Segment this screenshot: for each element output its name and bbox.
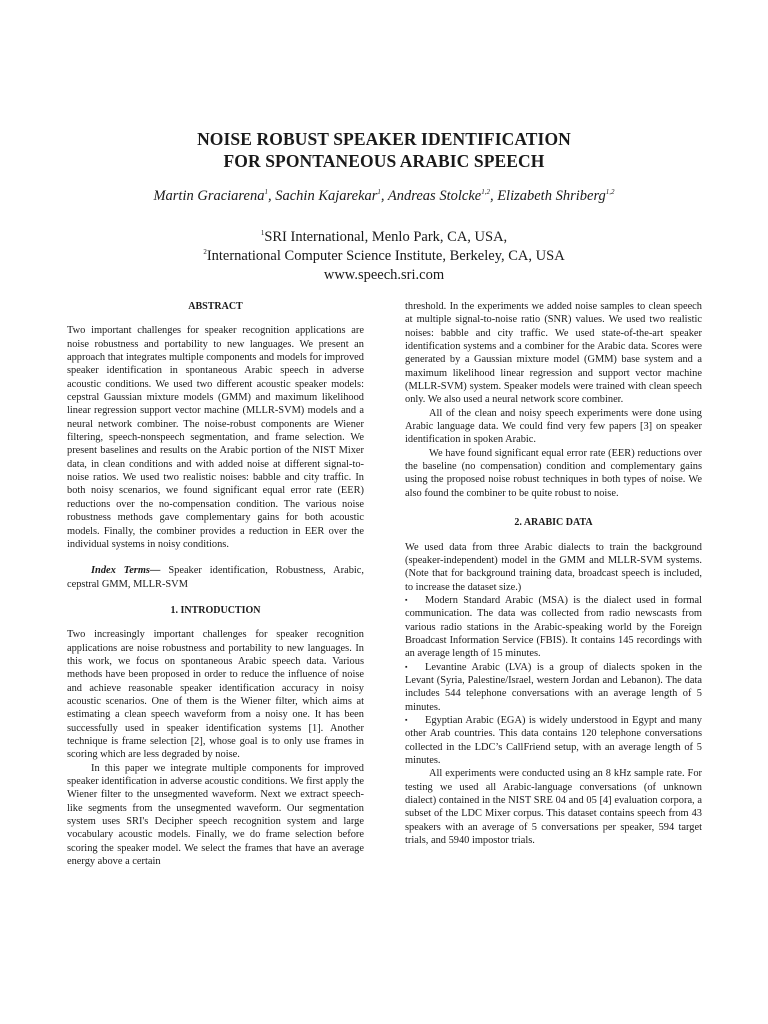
introduction-paragraph: All of the clean and noisy speech experiments were done using Arabic language data. We could find very few papers [3] on speaker identification in spoken Arabic. (405, 407, 702, 446)
affiliation-text: SRI International, Menlo Park, CA, USA, (264, 229, 508, 245)
dialect-bullet-item (405, 714, 702, 767)
title-line-2: FOR SPONTANEOUS ARABIC SPEECH (223, 151, 545, 171)
paper-title (0, 128, 768, 172)
affiliation-block (0, 228, 768, 285)
bullet-icon: ▪ (405, 595, 408, 604)
dialect-bullet-item (405, 594, 702, 661)
title-line-1: NOISE ROBUST SPEAKER IDENTIFICATION (197, 129, 571, 149)
website-url: www.speech.sri.com (323, 267, 445, 283)
affiliation-text: International Computer Science Institute, Berkeley, CA, USA (206, 248, 565, 264)
author-affiliation-mark: 1 (264, 188, 268, 196)
abstract-heading: ABSTRACT (188, 301, 243, 312)
author-affiliation-mark: 1,2 (605, 188, 615, 196)
author-name: Elizabeth Shriberg (497, 188, 606, 204)
arabic-data-intro: We used data from three Arabic dialects to train the background (speaker-independent) model in the GMM and MLLR-SVM systems. (Note that for background training data, broadcast speech is included, to increase the dataset size.) (405, 541, 702, 593)
introduction-paragraph: We have found significant equal error rate (EER) reductions over the baseline (no compensation) condition and complementary gains using the proposed noise robust techniques in both types of noise. We also found the combiner to be quite robust to noise. (405, 447, 702, 499)
arabic-data-heading: 2. ARABIC DATA (514, 517, 593, 529)
left-column (67, 300, 364, 868)
index-terms (67, 564, 364, 591)
introduction-paragraph: Two increasingly important challenges for speaker recognition applications are noise robustness and portability to new languages. In this work, we focus on spontaneous Arabic speech data. Various methods have been proposed in order to reduce the influence of noise and achieve reasonable speaker identification accuracy in noisy acoustic scenarios. One of them is the Wiener filter, which aims at estimating a clean speech waveform from a noisy one. It has been successfully used in speaker identification systems [1]. Another technique is frame selection [2], whose goal is to only use frames in scoring which are less degraded by noise. (67, 629, 364, 761)
affiliation-mark: 1 (260, 229, 265, 237)
introduction-paragraph: In this paper we integrate multiple components for improved speaker identification in adverse acoustic conditions. We first apply the Wiener filter to the unsegmented waveform. Next we extract speech-like segments from the unsegmented waveform. Our segmentation system uses SRI's Decipher speech recognition system and large vocabulary acoustic models. Finally, we do frame selection before scoring the speaker model. We select the frames that have an average energy above a certain (67, 762, 364, 868)
arabic-data-paragraph: All experiments were conducted using an 8 kHz sample rate. For testing we used all Arabic-language conversations (of unknown dialect) contained in the NIST SRE 04 and 05 [4] evaluation corpora, a subset of the LDC Mixer corpus. This dataset contains speech from 43 speakers with an average of 5 conversations per speaker, 594 target trials, and 5940 impostor trials. (405, 768, 702, 847)
abstract-text: Two important challenges for speaker recognition applications are noise robustness and portability to new languages. We present an approach that integrates multiple components and models for improved speaker identification in spontaneous Arabic speech in adverse acoustic conditions. We used two different acoustic speaker models: cepstral Gaussian mixture models (GMM) and maximum likelihood linear regression support vector machine (MLLR-SVM) models and a neural network combiner. The noise-robust components are Wiener filtering, speech-nonspeech segmentation, and frame selection. We present baselines and results on the Arabic portion of the NIST Mixer data, in clean conditions and with added noise at different signal-to-noise ratios. We used two realistic noises: babble and city traffic. In both noisy scenarios, we found significant equal error rate (EER) reductions over the no-compensation condition. The various noise robustness methods gave complementary gains for both acoustic models. Finally, the combiner provides a reduction in EER over the individual systems in noisy conditions. (67, 325, 364, 550)
dialect-bullet-text: Levantine Arabic (LVA) is a group of dialects spoken in the Levant (Syria, Palestine/Israel, western Jordan and Lebanon). The data includes 544 telephone conversations with an average length of 5 minutes. (405, 661, 702, 713)
dialect-bullet-item (405, 661, 702, 714)
author-affiliation-mark: 1,2 (481, 188, 490, 196)
author-name: Sachin Kajarekar (275, 188, 378, 204)
dialect-bullet-text: Egyptian Arabic (EGA) is widely understood in Egypt and many other Arab countries. This data contains 120 telephone conversations collected in the LDC’s CallFriend setup, with an average length of 5 minutes. (405, 714, 702, 766)
index-terms-text: Speaker identification, Robustness, Arabic, cepstral GMM, MLLR-SVM (67, 565, 364, 590)
bullet-icon: ▪ (405, 715, 408, 724)
introduction-paragraph: threshold. In the experiments we added noise samples to clean speech at multiple signal-to-noise ratio (SNR) values. We used two realistic noises: babble and city traffic. We used state-of-the-art speaker identification systems and a combiner for the Arabic data. Scores were generated by a Gaussian mixture model (GMM) base system and a maximum likelihood linear regression and support vector machine (MLLR-SVM) system. Speaker models were trained with clean speech only. We also used a neural network score combiner. (405, 301, 702, 406)
bullet-icon: ▪ (405, 662, 408, 671)
right-column (405, 300, 702, 847)
author-name: Martin Graciarena (153, 188, 265, 204)
author-affiliation-mark: 1 (377, 188, 381, 196)
affiliation-line (0, 228, 768, 247)
introduction-heading: 1. INTRODUCTION (170, 604, 261, 616)
author-list: Martin Graciarena$^1$, Sachin Kajarekar$^1$, Andreas Stolcke$^{1,2}$, Elizabeth Shriberg$^{1,2}$ (153, 188, 615, 204)
affiliation-mark: 2 (203, 248, 207, 256)
affiliation-line (0, 247, 768, 266)
index-terms-label: Index Terms— (91, 565, 161, 577)
author-name: Andreas Stolcke (387, 188, 482, 204)
dialect-bullet-text: Modern Standard Arabic (MSA) is the dialect used in formal communication. The data was collected from radio newscasts from various radio stations in the Arabic-speaking world by the Foreign Broadcast Information Service (FBIS). It contains 145 recordings with an average length of 15 minutes. (405, 594, 702, 660)
